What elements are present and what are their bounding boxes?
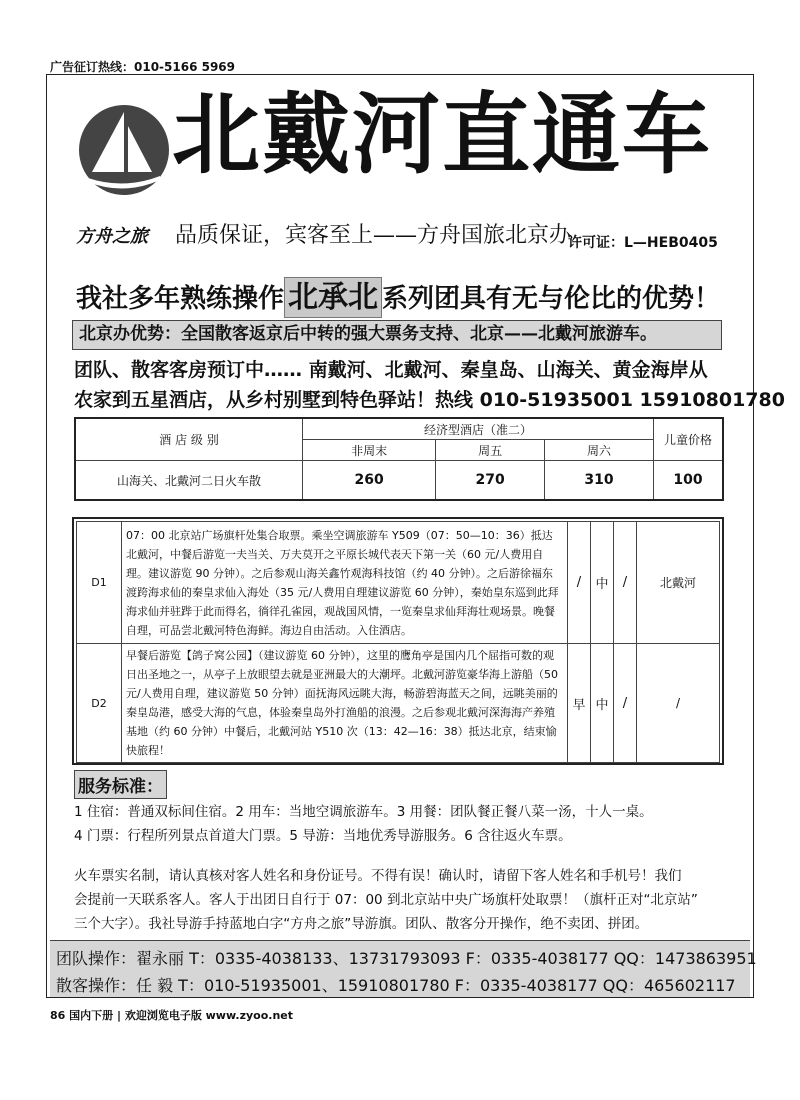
hotel-type-header: 经济型酒店（准二） bbox=[303, 418, 654, 440]
lunch-mark: 中 bbox=[591, 644, 614, 763]
hotel-location: / bbox=[637, 644, 720, 763]
dinner-mark: / bbox=[614, 522, 637, 644]
license-number: 许可证：L—HEB0405 bbox=[568, 235, 718, 251]
main-title: 北戴河直通车 bbox=[172, 83, 713, 186]
day-label: D1 bbox=[77, 522, 122, 644]
hotel-location: 北戴河 bbox=[637, 522, 720, 644]
friday-header: 周五 bbox=[436, 440, 545, 461]
slogan-text: 品质保证，宾客至上——方舟国旅北京办 bbox=[175, 223, 572, 248]
itinerary-row bbox=[77, 522, 720, 644]
itinerary-box bbox=[72, 517, 724, 765]
breakfast-mark: 早 bbox=[568, 644, 591, 763]
team-contact: 团队操作：翟永丽 T：0335-4038133、13731793093 F：0335-4038177 QQ：1473863951 bbox=[56, 949, 757, 968]
day-label: D2 bbox=[77, 644, 122, 763]
notes-line-2: 会提前一天联系客人。客人于出团日自行于 07：00 到北京站中央广场旗杆处取票！（旗杆正对“北京站” bbox=[74, 892, 698, 908]
advantage-bar: 北京办优势：全国散客返京后中转的强大票务支持、北京——北戴河旅游车。 bbox=[72, 320, 722, 350]
booking-line-2: 农家到五星酒店，从乡村别墅到特色驿站！热线 010-51935001 15910801780 bbox=[74, 389, 785, 411]
route-name: 山海关、北戴河二日火车散 bbox=[75, 461, 303, 501]
ad-hotline: 广告征订热线：010-5166 5969 bbox=[50, 60, 236, 74]
price-friday: 270 bbox=[436, 461, 545, 501]
price-saturday: 310 bbox=[545, 461, 654, 501]
child-price-header: 儿童价格 bbox=[654, 418, 724, 461]
dinner-mark: / bbox=[614, 644, 637, 763]
price-child: 100 bbox=[654, 461, 724, 501]
lunch-mark: 中 bbox=[591, 522, 614, 644]
headline bbox=[76, 272, 720, 316]
page-footer: 86 国内下册 | 欢迎浏览电子版 www.zyoo.net bbox=[50, 1009, 294, 1022]
saturday-header: 周六 bbox=[545, 440, 654, 461]
brand-script: 方舟之旅 bbox=[76, 226, 148, 247]
price-table bbox=[74, 417, 724, 501]
service-line-1: 1 住宿：普通双标间住宿。2 用车：当地空调旅游车。3 用餐：团队餐正餐八菜一汤，十人一桌。 bbox=[74, 804, 653, 820]
day-description: 早餐后游览【鸽子窝公园】（建议游览 60 分钟），这里的鹰角亭是国内几个屈指可数的观日出圣地之一，从亭子上放眼望去就是亚洲最大的大潮坪。北戴河游览豪华海上游船（50 元/人费用自理，建议游览 50 分钟）面抚海风远眺大海，畅游碧海蓝天之间，远眺美丽的秦皇岛港，感受大海的气息，体验秦皇岛外打渔船的浪漫。之后参观北戴河深海海产养殖基地（约 60 分钟）中餐后，北戴河站 Y510 次（13：42—16：38）抵达北京，结束愉快旅程！ bbox=[122, 644, 568, 763]
breakfast-mark: / bbox=[568, 522, 591, 644]
price-weekday: 260 bbox=[303, 461, 436, 501]
service-title: 服务标准： bbox=[74, 770, 167, 799]
hotel-level-header: 酒 店 级 别 bbox=[75, 418, 303, 461]
individual-contact: 散客操作：任 毅 T：010-51935001、15910801780 F：0335-4038177 QQ：465602117 bbox=[56, 976, 736, 995]
booking-line-1: 团队、散客客房预订中…… 南戴河、北戴河、秦皇岛、山海关、黄金海岸从 bbox=[74, 359, 708, 381]
itinerary-row bbox=[77, 644, 720, 763]
day-description: 07：00 北京站广场旗杆处集合取票。乘坐空调旅游车 Y509（07：50—10：36）抵达北戴河，中餐后游览一夫当关、万夫莫开之平原长城代表天下第一关（60 元/人费用自理。建议游览 90 分钟）。之后参观山海关鑫竹观海科技馆（约 40 分钟）。之后游徐福东渡跨海求仙的秦皇求仙入海处（35 元/人费用自理建议游览 60 分钟），秦始皇东巡到此拜海求仙并驻跸于此而得名，徜徉孔雀园，观战国风情，一览秦皇求仙拜海壮观场景。晚餐自理，可品尝北戴河特色海鲜。海边自由活动。入住酒店。 bbox=[122, 522, 568, 644]
sail-logo-icon bbox=[78, 104, 170, 196]
headline-highlight: 北承北 bbox=[284, 277, 382, 318]
notes-line-3: 三个大字）。我社导游手持蓝地白字“方舟之旅”导游旗。团队、散客分开操作，绝不卖团、拼团。 bbox=[74, 916, 649, 932]
weekday-header: 非周末 bbox=[303, 440, 436, 461]
headline-post: 系列团具有无与伦比的优势！ bbox=[382, 284, 721, 314]
service-line-2: 4 门票：行程所列景点首道大门票。5 导游：当地优秀导游服务。6 含往返火车票。 bbox=[74, 828, 572, 844]
notes-line-1: 火车票实名制，请认真核对客人姓名和身份证号。不得有误！确认时，请留下客人姓名和手机号！我们 bbox=[74, 868, 682, 884]
headline-pre: 我社多年熟练操作 bbox=[76, 284, 285, 314]
itinerary-table bbox=[76, 521, 720, 763]
